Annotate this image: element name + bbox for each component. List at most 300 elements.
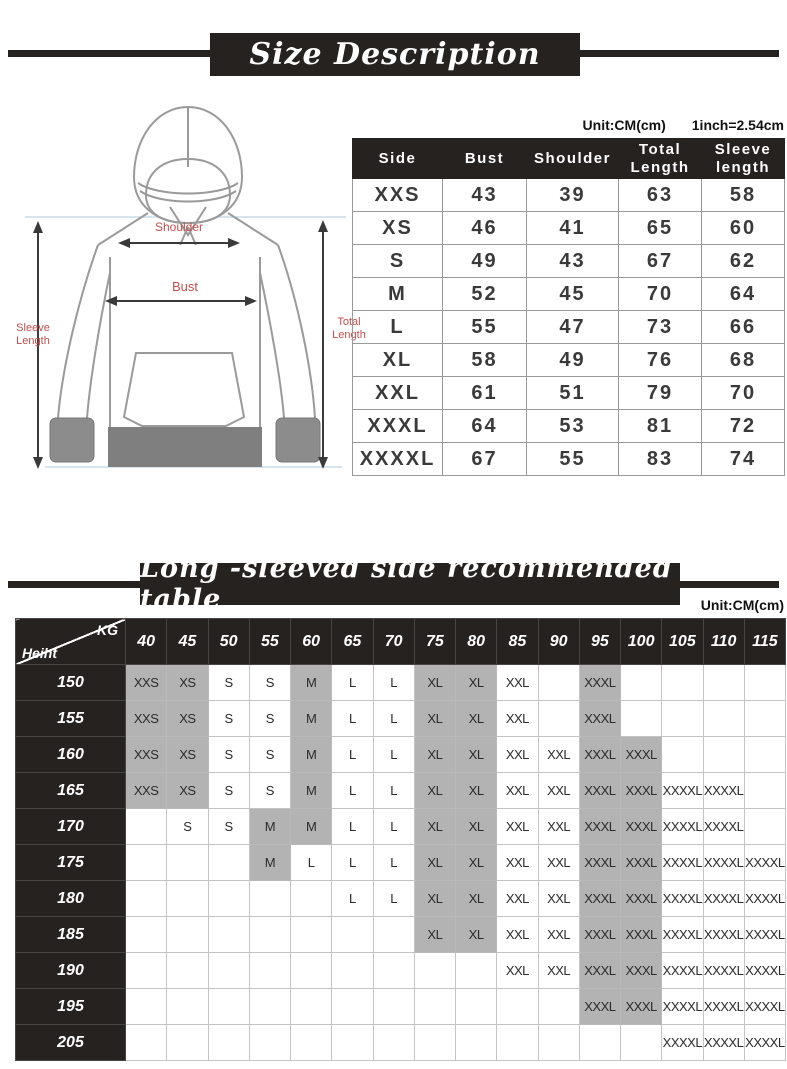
recommended-size-cell [703,665,744,701]
recommended-size-cell [167,989,208,1025]
measurement-value-cell: 64 [443,410,527,443]
size-table-row [353,311,785,344]
sleeve-left-inner [87,273,110,418]
weight-header-cell: 65 [332,619,373,665]
size-table-row [353,410,785,443]
shoulder-label: Shoulder [154,220,204,234]
recommended-size-cell [744,701,785,737]
recommended-size-cell: S [208,773,249,809]
size-description-title: Size Description [249,37,541,72]
weight-header-cell: 45 [167,619,208,665]
recommended-size-cell: M [291,773,332,809]
sleeve-arrowhead-bottom [33,457,43,469]
measurement-value-cell: 41 [527,212,619,245]
recommended-size-cell: XXL [538,881,579,917]
recommended-size-cell: XXXXL [744,1025,785,1061]
recommended-size-cell: XXL [538,809,579,845]
recommended-size-cell: L [373,809,414,845]
recommend-table-unit-note: Unit:CM(cm) [700,597,784,613]
recommendation-row [16,881,786,917]
recommended-size-cell: M [249,845,290,881]
measurement-value-cell: 70 [619,278,702,311]
recommended-size-cell: S [208,737,249,773]
height-header-cell: 155 [16,701,126,737]
height-header-cell: 150 [16,665,126,701]
recommended-size-cell: XXXXL [662,953,703,989]
shoulder-arrowhead-left [118,238,130,248]
measurement-value-cell: 76 [619,344,702,377]
measurement-value-cell: 79 [619,377,702,410]
recommended-size-cell: XXL [538,917,579,953]
measurement-value-cell: 60 [702,212,785,245]
measurement-value-cell: 58 [443,344,527,377]
recommended-size-cell: L [332,845,373,881]
recommended-size-cell: XXXXL [662,773,703,809]
size-table-row [353,179,785,212]
recommended-size-cell: XXS [126,665,167,701]
measurement-value-cell: 66 [702,311,785,344]
recommended-size-cell [662,737,703,773]
weight-header-cell: 115 [744,619,785,665]
recommended-size-cell [332,953,373,989]
measurement-value-cell: 62 [702,245,785,278]
recommendation-row [16,845,786,881]
recommendation-row [16,1025,786,1061]
size-table-unit-note [420,117,784,133]
recommended-size-cell: XXXXL [744,953,785,989]
recommended-size-cell [208,953,249,989]
size-table-column-header: Sleeve length [702,139,785,179]
recommended-size-cell [291,1025,332,1061]
measurement-value-cell: 49 [443,245,527,278]
recommended-size-cell: M [291,701,332,737]
recommended-size-cell [208,989,249,1025]
weight-header-cell: 60 [291,619,332,665]
recommended-size-cell: XXXL [579,845,620,881]
recommended-size-cell [373,953,414,989]
unit-cm-note: Unit:CM(cm) [582,117,666,133]
recommended-size-cell [703,737,744,773]
recommended-size-cell: XL [414,809,455,845]
recommended-size-cell [126,809,167,845]
measurement-value-cell: 73 [619,311,702,344]
measurement-value-cell: 64 [702,278,785,311]
recommended-size-cell: XXXXL [662,881,703,917]
recommended-size-cell: XXXL [621,953,662,989]
sleeve-right-outer [278,245,315,418]
recommended-size-cell: XXXL [579,953,620,989]
recommended-size-cell: XXL [497,953,538,989]
recommended-size-cell [414,953,455,989]
recommended-size-cell [332,989,373,1025]
recommended-size-cell [126,845,167,881]
recommended-size-cell: L [332,881,373,917]
weight-header-cell: 75 [414,619,455,665]
recommended-size-cell: XS [167,665,208,701]
recommendation-row [16,773,786,809]
recommended-size-cell [497,1025,538,1061]
recommended-size-cell: XS [167,773,208,809]
height-header-cell: 195 [16,989,126,1025]
weight-header-cell: 80 [456,619,497,665]
sleeve-right-inner [260,273,284,418]
recommended-size-cell [456,953,497,989]
height-header-cell: 205 [16,1025,126,1061]
weight-header-cell: 105 [662,619,703,665]
height-header-cell: 190 [16,953,126,989]
size-table-column-header: Side [353,139,443,179]
size-table-row [353,245,785,278]
recommended-size-cell: M [291,809,332,845]
measurement-value-cell: 51 [527,377,619,410]
size-name-cell: XXXXL [353,443,443,476]
recommended-size-cell [208,1025,249,1061]
size-table-row [353,443,785,476]
recommended-size-cell: XL [456,773,497,809]
weight-header-cell: 55 [249,619,290,665]
recommended-size-cell [744,773,785,809]
shoulder-arrowhead-right [228,238,240,248]
weight-header-cell: 90 [538,619,579,665]
height-header-cell: 170 [16,809,126,845]
recommended-size-cell: XXXL [621,989,662,1025]
recommended-size-cell: XXL [497,917,538,953]
size-table-header-row [353,139,785,179]
recommended-size-cell: XXXXL [744,881,785,917]
cuff-left [50,418,94,462]
hem-band [108,427,262,467]
measurement-value-cell: 53 [527,410,619,443]
recommended-size-cell: XXXL [579,989,620,1025]
measurement-value-cell: 61 [443,377,527,410]
recommended-size-cell: XXXXL [703,953,744,989]
recommended-size-cell: XXL [497,665,538,701]
recommended-size-cell [538,665,579,701]
weight-header-cell: 85 [497,619,538,665]
size-table-column-header: Bust [443,139,527,179]
recommended-size-cell: S [249,701,290,737]
recommended-size-cell: XXXXL [744,845,785,881]
recommended-size-cell [373,989,414,1025]
recommended-size-cell: XXL [497,809,538,845]
recommended-size-cell: XXS [126,737,167,773]
recommended-size-cell: L [291,845,332,881]
recommended-size-cell [167,845,208,881]
recommended-size-cell: XXS [126,701,167,737]
recommended-size-cell: XXXXL [744,917,785,953]
recommended-size-cell: XXXXL [703,1025,744,1061]
recommended-size-cell: L [332,773,373,809]
measurement-value-cell: 55 [527,443,619,476]
size-table-row [353,278,785,311]
recommended-size-cell: L [373,701,414,737]
measurement-value-cell: 39 [527,179,619,212]
recommended-size-cell [167,881,208,917]
recommended-size-cell [456,989,497,1025]
recommended-size-cell: XXL [497,881,538,917]
recommended-size-cell [126,881,167,917]
recommended-size-cell [662,701,703,737]
recommendation-row [16,989,786,1025]
recommended-size-cell: M [291,665,332,701]
recommended-size-cell: L [332,809,373,845]
recommended-size-cell [126,917,167,953]
measurement-value-cell: 63 [619,179,702,212]
recommended-size-cell: XXXL [621,845,662,881]
weight-header-cell: 50 [208,619,249,665]
measurement-value-cell: 45 [527,278,619,311]
recommended-size-cell [744,809,785,845]
recommended-size-cell: XXL [497,773,538,809]
inch-conversion-note: 1inch=2.54cm [691,117,784,133]
recommended-size-cell: XL [456,881,497,917]
shoulder-right-line [228,213,278,245]
recommended-size-cell: XL [414,773,455,809]
recommendation-row [16,953,786,989]
size-recommendation-grid [15,618,786,1061]
recommended-size-cell: L [373,845,414,881]
recommended-size-cell: S [208,701,249,737]
measurement-value-cell: 68 [702,344,785,377]
recommended-size-cell [291,917,332,953]
recommendation-row [16,665,786,701]
shoulder-left-line [98,213,148,245]
recommended-size-cell [414,989,455,1025]
measurement-value-cell: 67 [443,443,527,476]
recommended-size-cell: XXL [538,773,579,809]
weight-header-row [16,619,786,665]
recommended-size-cell: S [167,809,208,845]
recommended-size-cell: L [373,665,414,701]
recommended-size-cell: XL [414,701,455,737]
measurement-value-cell: 65 [619,212,702,245]
recommended-size-cell: XL [414,917,455,953]
measurement-value-cell: 43 [527,245,619,278]
recommended-size-cell: XXXXL [662,845,703,881]
recommended-size-cell: XXXL [579,737,620,773]
corner-cell [16,619,126,665]
total-arrowhead-top [318,220,328,232]
recommended-size-cell [744,737,785,773]
size-description-banner [210,33,580,76]
recommended-size-cell [126,989,167,1025]
recommended-size-cell: XXL [497,845,538,881]
height-header-cell: 185 [16,917,126,953]
height-header-cell: 160 [16,737,126,773]
weight-header-cell: 40 [126,619,167,665]
measurement-value-cell: 83 [619,443,702,476]
height-header-cell: 165 [16,773,126,809]
recommended-size-cell [249,917,290,953]
recommended-size-cell: XXXXL [662,917,703,953]
recommended-size-cell [208,845,249,881]
recommended-size-cell: XXXXL [662,809,703,845]
recommended-size-cell: S [249,773,290,809]
recommended-size-cell: XXS [126,773,167,809]
recommended-size-cell [332,1025,373,1061]
recommended-size-cell: XXXL [579,701,620,737]
recommended-size-cell [167,1025,208,1061]
recommended-size-cell [291,953,332,989]
recommended-size-cell: L [332,701,373,737]
recommended-size-cell: XXXL [621,809,662,845]
recommended-size-cell [167,953,208,989]
recommended-size-cell [249,881,290,917]
height-header-cell: 180 [16,881,126,917]
recommended-size-cell [538,701,579,737]
measurement-value-cell: 52 [443,278,527,311]
recommended-size-cell: XXL [497,737,538,773]
size-table [352,138,785,476]
size-name-cell: XXL [353,377,443,410]
size-name-cell: XL [353,344,443,377]
measurement-value-cell: 55 [443,311,527,344]
recommended-size-cell [208,881,249,917]
recommendation-row [16,917,786,953]
recommended-size-cell: XL [414,737,455,773]
size-name-cell: XS [353,212,443,245]
bust-label: Bust [171,279,198,294]
recommended-size-cell [703,701,744,737]
recommended-size-cell: L [332,665,373,701]
recommended-size-cell: XXXL [579,809,620,845]
recommendation-row [16,737,786,773]
recommended-size-cell [621,1025,662,1061]
measurement-value-cell: 67 [619,245,702,278]
recommended-size-cell [249,989,290,1025]
recommended-size-cell [579,1025,620,1061]
recommended-size-cell [291,989,332,1025]
weight-axis-label: KG [97,622,118,638]
size-name-cell: XXS [353,179,443,212]
total-length-label: Total Length [332,316,366,342]
recommended-size-cell: XS [167,737,208,773]
size-name-cell: M [353,278,443,311]
recommended-size-cell [249,1025,290,1061]
recommended-size-cell: XXXL [621,773,662,809]
bust-arrowhead-right [245,296,257,306]
weight-header-cell: 95 [579,619,620,665]
sleeve-length-label: Sleeve Length [16,322,50,348]
weight-header-cell: 100 [621,619,662,665]
recommended-size-cell: XXL [538,845,579,881]
recommended-size-cell: XXXL [579,881,620,917]
size-table-row [353,212,785,245]
recommended-size-cell: XXXXL [703,845,744,881]
measurement-value-cell: 74 [702,443,785,476]
recommended-size-cell: XL [414,881,455,917]
recommended-size-cell: XXXXL [662,989,703,1025]
measurement-value-cell: 81 [619,410,702,443]
recommended-size-cell: XXXL [621,917,662,953]
recommended-size-cell: L [373,737,414,773]
recommended-size-cell [538,1025,579,1061]
recommended-size-cell [497,989,538,1025]
size-name-cell: L [353,311,443,344]
recommended-size-cell [291,881,332,917]
recommended-size-cell [414,1025,455,1061]
recommended-size-cell [373,1025,414,1061]
cuff-right [276,418,320,462]
recommended-size-cell: M [291,737,332,773]
recommended-size-cell [249,953,290,989]
recommended-size-cell: XXXXL [703,809,744,845]
height-header-cell: 175 [16,845,126,881]
size-table-column-header: Total Length [619,139,702,179]
recommended-size-cell [621,701,662,737]
measurement-value-cell: 72 [702,410,785,443]
recommended-size-cell: XXXL [579,773,620,809]
weight-header-cell: 70 [373,619,414,665]
kangaroo-pocket [124,353,244,426]
recommended-size-cell: L [332,737,373,773]
size-table-row [353,344,785,377]
recommendation-row [16,809,786,845]
recommended-size-cell: S [249,665,290,701]
measurement-value-cell: 58 [702,179,785,212]
recommended-size-cell: XXXXL [662,1025,703,1061]
recommended-size-cell: XXL [538,737,579,773]
recommended-size-cell: XXL [538,953,579,989]
recommended-size-cell [373,917,414,953]
recommended-size-cell [208,917,249,953]
weight-header-cell: 110 [703,619,744,665]
recommended-size-cell [456,1025,497,1061]
recommended-size-cell [538,989,579,1025]
recommended-size-cell [167,917,208,953]
recommended-size-cell: XXXL [579,917,620,953]
measurement-value-cell: 47 [527,311,619,344]
measurement-value-cell: 49 [527,344,619,377]
size-table-column-header: Shoulder [527,139,619,179]
recommended-size-cell [621,665,662,701]
recommended-size-cell: S [208,809,249,845]
sleeve-arrowhead-top [33,221,43,233]
recommended-size-cell: XL [414,665,455,701]
recommended-size-cell: XS [167,701,208,737]
recommended-size-cell: XXL [497,701,538,737]
recommended-size-cell: XL [456,809,497,845]
recommended-size-cell: M [249,809,290,845]
recommendation-row [16,701,786,737]
recommended-size-cell [332,917,373,953]
recommended-size-cell: L [373,773,414,809]
recommended-table-title: Long -sleeved side recommended table [140,553,673,615]
recommended-size-cell: S [249,737,290,773]
size-name-cell: S [353,245,443,278]
sleeve-left-outer [58,245,98,418]
height-axis-label: Heiht [22,645,57,661]
recommended-size-cell [744,665,785,701]
recommended-size-cell: XL [456,917,497,953]
recommended-size-cell: XXXL [579,665,620,701]
measurement-value-cell: 46 [443,212,527,245]
measurement-value-cell: 43 [443,179,527,212]
size-name-cell: XXXL [353,410,443,443]
recommended-size-cell: XXXL [621,737,662,773]
recommended-size-cell: XL [456,737,497,773]
recommended-size-cell: XXXXL [744,989,785,1025]
recommended-size-cell: XL [456,665,497,701]
recommended-size-cell [126,953,167,989]
recommended-size-cell: XXXXL [703,773,744,809]
recommended-size-cell: XL [414,845,455,881]
recommended-size-cell: XL [456,845,497,881]
recommended-size-cell: XXXXL [703,989,744,1025]
recommended-size-cell [662,665,703,701]
recommended-size-cell: S [208,665,249,701]
recommended-size-cell: XL [456,701,497,737]
